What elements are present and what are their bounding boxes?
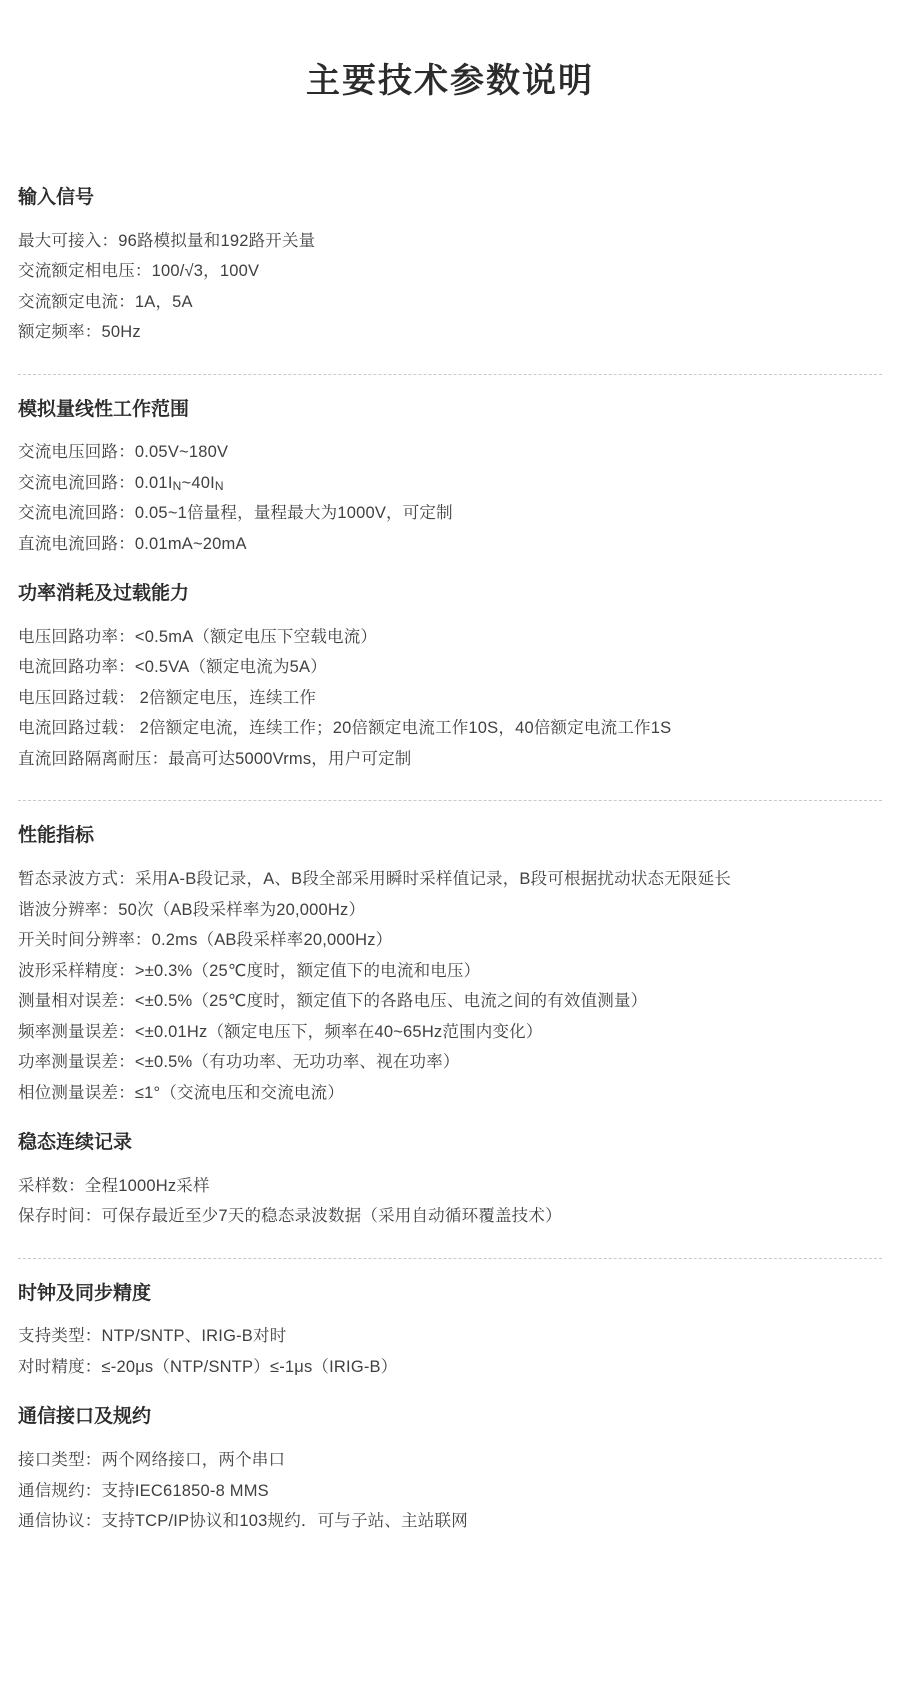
- spec-line: 最大可接入：96路模拟量和192路开关量: [18, 231, 316, 250]
- spec-line: 通信协议：支持TCP/IP协议和103规约．可与子站、主站联网: [18, 1512, 468, 1531]
- page-title: 主要技术参数说明: [306, 61, 594, 100]
- spec-section: [18, 185, 882, 374]
- spec-line: 通信规约：支持IEC61850-8 MMS: [18, 1481, 269, 1500]
- spec-page: [0, 23, 900, 1682]
- spec-group: [18, 185, 882, 348]
- spec-line: 电流回路功率：<0.5VA（额定电流为5A）: [18, 658, 327, 677]
- spec-line: 接口类型：两个网络接口，两个串口: [18, 1451, 286, 1469]
- spec-group-title: 输入信号: [18, 186, 95, 208]
- spec-group: [18, 1281, 882, 1383]
- spec-line: 支持类型：NTP/SNTP、IRIG-B对时: [18, 1327, 287, 1346]
- spec-line: 暂态录波方式：采用A-B段记录，A、B段全部采用瞬时采样值记录，B段可根据扰动状态无限延长: [18, 870, 732, 889]
- spec-group: [18, 1404, 882, 1536]
- spec-line: 频率测量误差：<±0.01Hz（额定电压下，频率在40~65Hz范围内变化）: [18, 1022, 543, 1041]
- spec-group: [18, 823, 882, 1108]
- spec-line: 相位测量误差：≤1°（交流电压和交流电流）: [18, 1083, 345, 1102]
- spec-line: 电压回路功率：<0.5mA（额定电压下空载电流）: [18, 627, 378, 646]
- spec-group-title: 稳态连续记录: [18, 1132, 133, 1154]
- section-divider: [18, 1258, 882, 1259]
- spec-group-title: 模拟量线性工作范围: [18, 398, 190, 420]
- spec-section: [18, 1281, 882, 1563]
- spec-line: 功率测量误差：<±0.5%（有功功率、无功功率、视在功率）: [18, 1053, 460, 1072]
- spec-line: 波形采样精度：>±0.3%（25℃度时，额定值下的电流和电压）: [18, 961, 481, 980]
- section-divider: [18, 800, 882, 801]
- spec-line: 直流回路隔离耐压：最高可达5000Vrms，用户可定制: [18, 749, 412, 768]
- spec-group-title: 功率消耗及过载能力: [18, 583, 190, 605]
- spec-line: 谐波分辨率：50次（AB段采样率为20,000Hz）: [18, 900, 366, 919]
- spec-group: [18, 1130, 882, 1232]
- spec-group-title: 通信接口及规约: [18, 1406, 152, 1428]
- spec-section: [18, 397, 882, 801]
- spec-line: 测量相对误差：<±0.5%（25℃度时，额定值下的各路电压、电流之间的有效值测量）: [18, 992, 648, 1011]
- spec-line: 对时精度：≤-20μs（NTP/SNTP）≤-1μs（IRIG-B）: [18, 1357, 398, 1376]
- spec-line: 直流电流回路：0.01mA~20mA: [18, 534, 247, 553]
- spec-group-title: 性能指标: [18, 825, 95, 847]
- spec-line: 交流额定相电压：100/√3，100V: [18, 262, 260, 281]
- spec-section: [18, 823, 882, 1257]
- spec-group: [18, 397, 882, 560]
- section-divider: [18, 374, 882, 375]
- spec-line: 电压回路过载： 2倍额定电压，连续工作: [18, 688, 317, 707]
- spec-group: [18, 581, 882, 774]
- spec-line: 采样数：全程1000Hz采样: [18, 1176, 210, 1195]
- spec-line: 保存时间：可保存最近至少7天的稳态录波数据（采用自动循环覆盖技术）: [18, 1207, 562, 1226]
- spec-line: 交流额定电流：1A，5A: [18, 292, 193, 311]
- spec-group-title: 时钟及同步精度: [18, 1282, 152, 1304]
- spec-line: 交流电流回路：0.01IN~40IN: [18, 473, 224, 493]
- spec-line: 额定频率：50Hz: [18, 323, 141, 342]
- spec-line: 电流回路过载： 2倍额定电流，连续工作；20倍额定电流工作10S，40倍额定电流工作1S: [18, 719, 672, 738]
- spec-line: 开关时间分辨率：0.2ms（AB段采样率20,000Hz）: [18, 931, 393, 950]
- spec-line: 交流电压回路：0.05V~180V: [18, 443, 229, 462]
- spec-sections: [18, 185, 882, 1563]
- spec-line: 交流电流回路：0.05~1倍量程，量程最大为1000V，可定制: [18, 504, 453, 523]
